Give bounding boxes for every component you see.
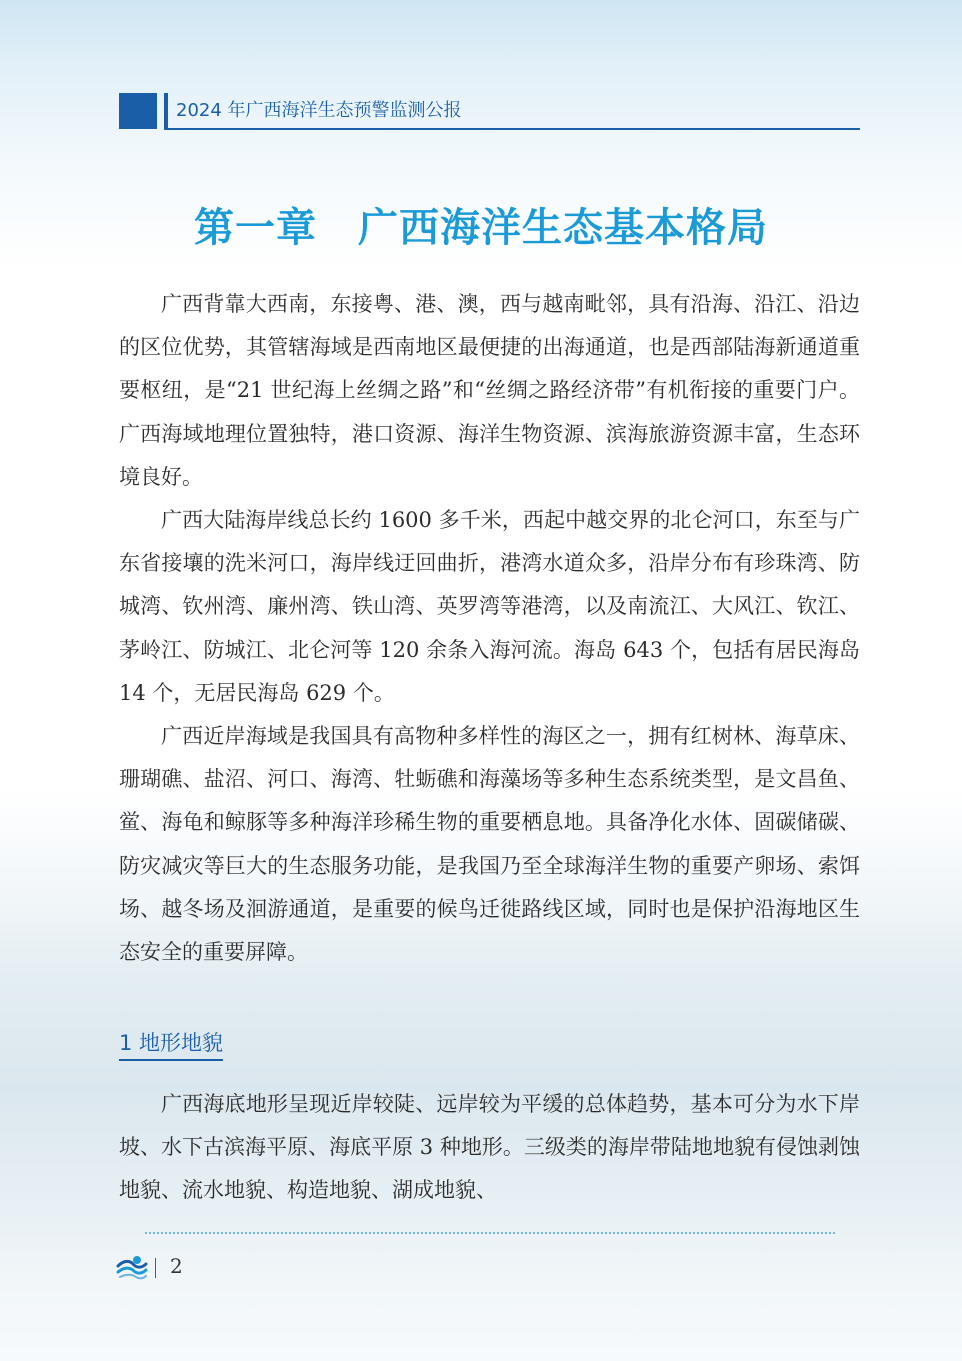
intro-section (119, 283, 860, 974)
paragraph: 广西大陆海岸线总长约 1600 多千米，西起中越交界的北仑河口，东至与广东省接壤的洗米河口，海岸线迂回曲折，港湾水道众多，沿岸分布有珍珠湾、防城湾、钦州湾、廉州湾、铁山湾、英罗湾等港湾，以及南流江、大风江、钦江、茅岭江、防城江、北仑河等 120 余条入海河流。海岛 643 个，包括有居民海岛 14 个，无居民海岛 629 个。 (119, 508, 860, 705)
paragraph: 广西海底地形呈现近岸较陡、远岸较为平缓的总体趋势，基本可分为水下岸坡、水下古滨海平原、海底平原 3 种地形。三级类的海岸带陆地地貌有侵蚀剥蚀地貌、流水地貌、构造地貌、湖成地貌、 (119, 1092, 860, 1203)
header-color-block (119, 93, 157, 129)
header-accent-bar (164, 93, 168, 129)
page-number: 2 (170, 1254, 183, 1278)
terrain-section (119, 1083, 860, 1213)
wave-logo-icon (116, 1252, 148, 1280)
paragraph: 广西近岸海域是我国具有高物种多样性的海区之一，拥有红树林、海草床、珊瑚礁、盐沼、河口、海湾、牡蛎礁和海藻场等多种生态系统类型，是文昌鱼、鲎、海龟和鲸豚等多种海洋珍稀生物的重要栖息地。具备净化水体、固碳储碳、防灾减灾等巨大的生态服务功能，是我国乃至全球海洋生物的重要产卵场、索饵场、越冬场及洄游通道，是重要的候鸟迁徙路线区域，同时也是保护沿海地区生态安全的重要屏障。 (119, 724, 860, 965)
footer-separator (155, 1258, 156, 1278)
footer-dotted-rule (144, 1231, 836, 1235)
header-rule (164, 128, 860, 130)
report-title: 2024 年广西海洋生态预警监测公报 (176, 100, 462, 121)
section-heading-terrain: 1 地形地貌 (119, 1027, 223, 1061)
chapter-title: 第一章 广西海洋生态基本格局 (194, 205, 768, 251)
paragraph: 广西背靠大西南，东接粤、港、澳，西与越南毗邻，具有沿海、沿江、沿边的区位优势，其管辖海域是西南地区最便捷的出海通道，也是西部陆海新通道重要枢纽，是“21 世纪海上丝绸之路”和“丝绸之路经济带”有机衔接的重要门户。广西海域地理位置独特，港口资源、海洋生物资源、滨海旅游资源丰富，生态环境良好。 (119, 292, 860, 489)
